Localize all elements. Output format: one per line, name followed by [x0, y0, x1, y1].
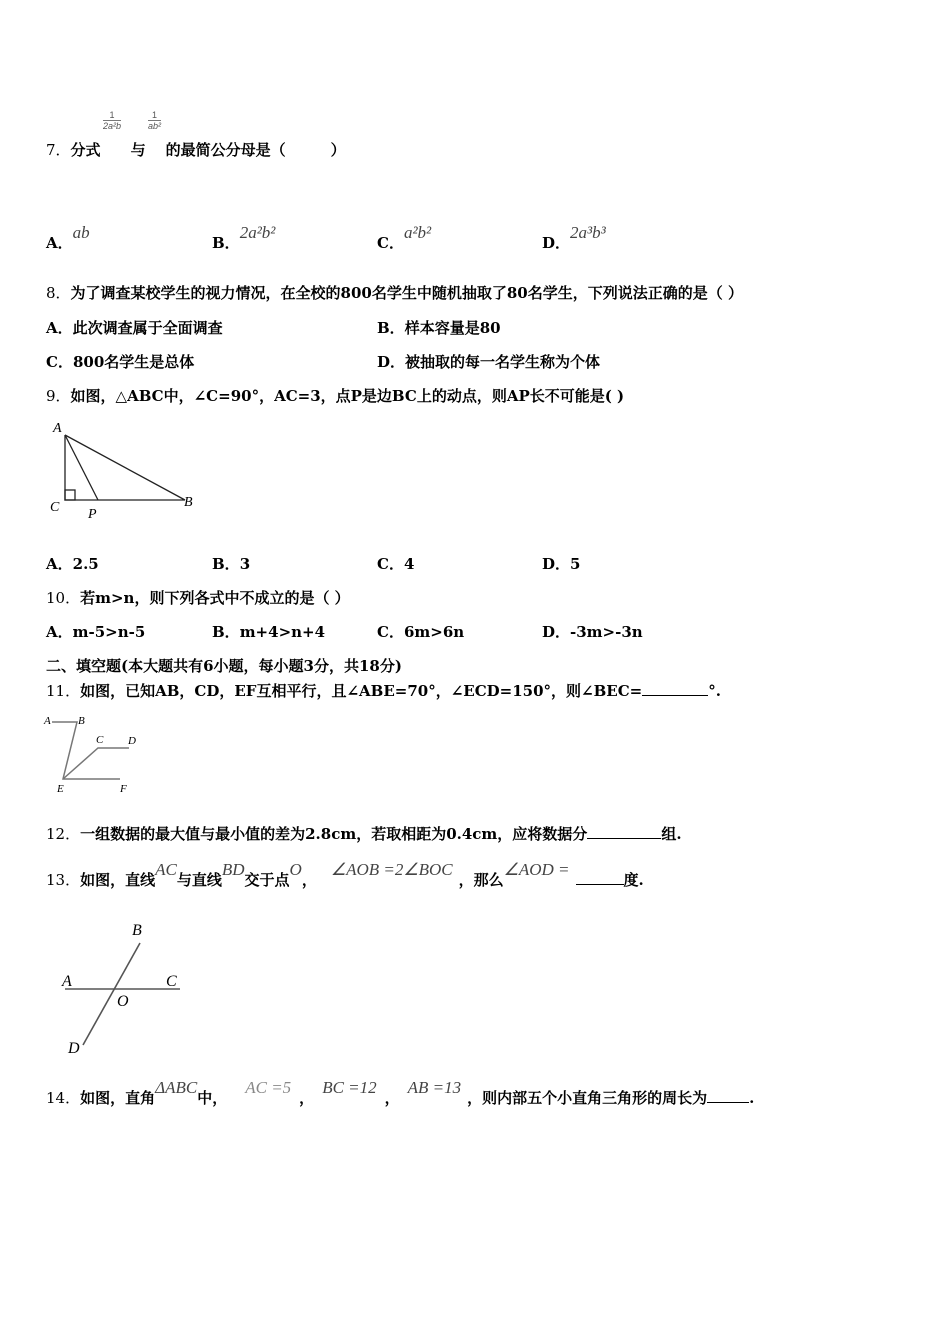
math-ac: AC: [155, 860, 177, 879]
option-label: B．: [212, 234, 240, 252]
q10-option-b[interactable]: [212, 622, 325, 642]
q7-option-a[interactable]: [46, 223, 90, 253]
label-o: O: [117, 993, 129, 1010]
question-number: 11．: [46, 682, 81, 700]
frac1-denominator: 2a²b: [103, 121, 122, 131]
label-b: B: [184, 495, 193, 510]
question-11: [46, 681, 721, 701]
q10-option-a[interactable]: [46, 622, 145, 642]
frac2-denominator: ab²: [148, 121, 162, 131]
q14-text-d: ，: [384, 1089, 400, 1107]
math-ac: AC =5: [245, 1078, 292, 1097]
option-value: m+4>n+4: [239, 623, 326, 641]
label-a: A: [62, 973, 72, 990]
label-c: C: [96, 734, 104, 746]
fraction-2: [148, 110, 161, 131]
q7-text-b: 与: [130, 141, 146, 159]
option-label: C．: [46, 353, 73, 371]
label-d: D: [68, 1040, 80, 1057]
option-label: A．: [46, 319, 73, 337]
question-text: 如图，△ABC中，∠C=90°，AC=3，点P是边BC上的动点，则AP长不可能是( ): [70, 387, 625, 405]
question-text: 如图，已知AB，CD，EF互相平行，且∠ABE=70°，∠ECD=150°，则∠BEC=: [80, 682, 643, 700]
question-tail: 度.: [623, 871, 644, 889]
q9-option-d[interactable]: [542, 554, 580, 574]
option-label: A．: [46, 623, 73, 641]
q7-option-c[interactable]: [377, 223, 432, 253]
label-b: B: [132, 922, 142, 939]
question-number: 14．: [46, 1089, 81, 1107]
question-10: [46, 588, 350, 608]
q13-text-d: ，: [301, 871, 317, 889]
label-a: A: [44, 715, 51, 727]
option-value: 2a³b³: [570, 223, 606, 242]
q8-option-d[interactable]: [377, 352, 600, 372]
question-tail: .: [749, 1089, 755, 1107]
option-label: C．: [377, 234, 404, 252]
question-7: [46, 140, 346, 160]
option-label: B．: [212, 555, 240, 573]
question-tail: °.: [708, 682, 721, 700]
q14-text-e: ，则内部五个小直角三角形的周长为: [467, 1089, 708, 1107]
question-tail: 组.: [661, 825, 682, 843]
q13-text-b: 与直线: [176, 871, 222, 889]
option-value: 3: [239, 555, 251, 573]
option-label: D．: [542, 555, 571, 573]
math-ab: AB =13: [407, 1078, 462, 1097]
q9-option-a[interactable]: [46, 554, 99, 574]
q13-text-c: 交于点: [244, 871, 290, 889]
q7-text-a: 分式: [70, 141, 101, 159]
question-12: [46, 824, 682, 844]
math-aod: ∠AOD =: [503, 860, 570, 879]
option-label: C．: [377, 555, 404, 573]
answer-blank[interactable]: [642, 681, 708, 696]
answer-blank[interactable]: [576, 870, 624, 885]
label-b: B: [78, 715, 85, 727]
label-a: A: [53, 421, 62, 436]
q7-text-c: 的最简公分母是（ ）: [165, 141, 346, 159]
option-value: 2.5: [72, 555, 99, 573]
q8-option-a[interactable]: [46, 318, 223, 338]
q14-text-a: 如图，直角: [80, 1089, 156, 1107]
option-label: D．: [377, 353, 406, 371]
q7-option-b[interactable]: [212, 223, 276, 253]
q10-option-c[interactable]: [377, 622, 464, 642]
label-c: C: [166, 973, 177, 990]
math-triangle: ΔABC: [155, 1078, 198, 1097]
option-label: D．: [542, 234, 571, 252]
option-label: B．: [212, 623, 240, 641]
answer-blank[interactable]: [707, 1088, 749, 1103]
question-text: 若m>n，则下列各式中不成立的是（ ）: [80, 589, 350, 607]
q8-option-c[interactable]: [46, 352, 194, 372]
option-value: 2a²b²: [239, 223, 276, 242]
option-value: 样本容量是80: [404, 319, 501, 337]
option-label: D．: [542, 623, 571, 641]
q14-text-b: 中，: [197, 1089, 228, 1107]
question-number: 8．: [46, 284, 71, 302]
option-label: C．: [377, 623, 404, 641]
option-label: A．: [46, 555, 73, 573]
frac1-numerator: 1: [103, 110, 121, 121]
option-value: -3m>-3n: [570, 623, 643, 641]
question-14: [46, 1078, 755, 1108]
question-number: 10．: [46, 589, 81, 607]
intersecting-lines-figure: [50, 915, 190, 1060]
question-text: 为了调查某校学生的视力情况，在全校的800名学生中随机抽取了80名学生，下列说法正确的是（ ）: [70, 284, 743, 302]
question-number: 9．: [46, 387, 71, 405]
math-bc: BC =12: [322, 1078, 377, 1097]
frac2-numerator: 1: [148, 110, 161, 121]
option-label: B．: [377, 319, 405, 337]
question-8: [46, 283, 743, 303]
section-heading: 二、填空题(本大题共有6小题，每小题3分，共18分): [46, 657, 402, 675]
option-value: 4: [403, 555, 415, 573]
q13-text-a: 如图，直线: [80, 871, 156, 889]
q14-text-c: ，: [299, 1089, 315, 1107]
answer-blank[interactable]: [587, 824, 661, 839]
option-value: ab: [72, 223, 90, 242]
option-value: a²b²: [403, 223, 432, 242]
q9-option-b[interactable]: [212, 554, 250, 574]
question-13: [46, 860, 644, 890]
label-f: F: [120, 783, 127, 795]
q10-option-d[interactable]: [542, 622, 643, 642]
label-d: D: [128, 735, 136, 747]
q9-option-c[interactable]: [377, 554, 414, 574]
triangle-figure: [40, 410, 210, 525]
label-c: C: [50, 500, 60, 515]
q7-option-d[interactable]: [542, 223, 606, 253]
q13-text-e: ，那么: [458, 871, 504, 889]
label-p: P: [88, 507, 97, 522]
question-number: 7．: [46, 141, 71, 159]
parallel-lines-figure: [40, 710, 180, 800]
fraction-1: [103, 110, 121, 131]
option-value: m-5>n-5: [72, 623, 146, 641]
option-label: A．: [46, 234, 73, 252]
math-o: O: [289, 860, 302, 879]
question-9: [46, 386, 624, 406]
math-angle-relation: ∠AOB =2∠BOC: [330, 860, 453, 879]
question-text: 一组数据的最大值与最小值的差为2.8cm，若取相距为0.4cm，应将数据分: [80, 825, 588, 843]
question-number: 13．: [46, 871, 81, 889]
option-value: 6m>6n: [403, 623, 465, 641]
q8-option-b[interactable]: [377, 318, 501, 338]
option-value: 此次调查属于全面调查: [72, 319, 223, 337]
question-number: 12．: [46, 825, 81, 843]
option-value: 被抽取的每一名学生称为个体: [405, 353, 601, 371]
option-value: 5: [570, 555, 581, 573]
label-e: E: [57, 783, 64, 795]
math-bd: BD: [221, 860, 245, 879]
option-value: 800名学生是总体: [72, 353, 195, 371]
